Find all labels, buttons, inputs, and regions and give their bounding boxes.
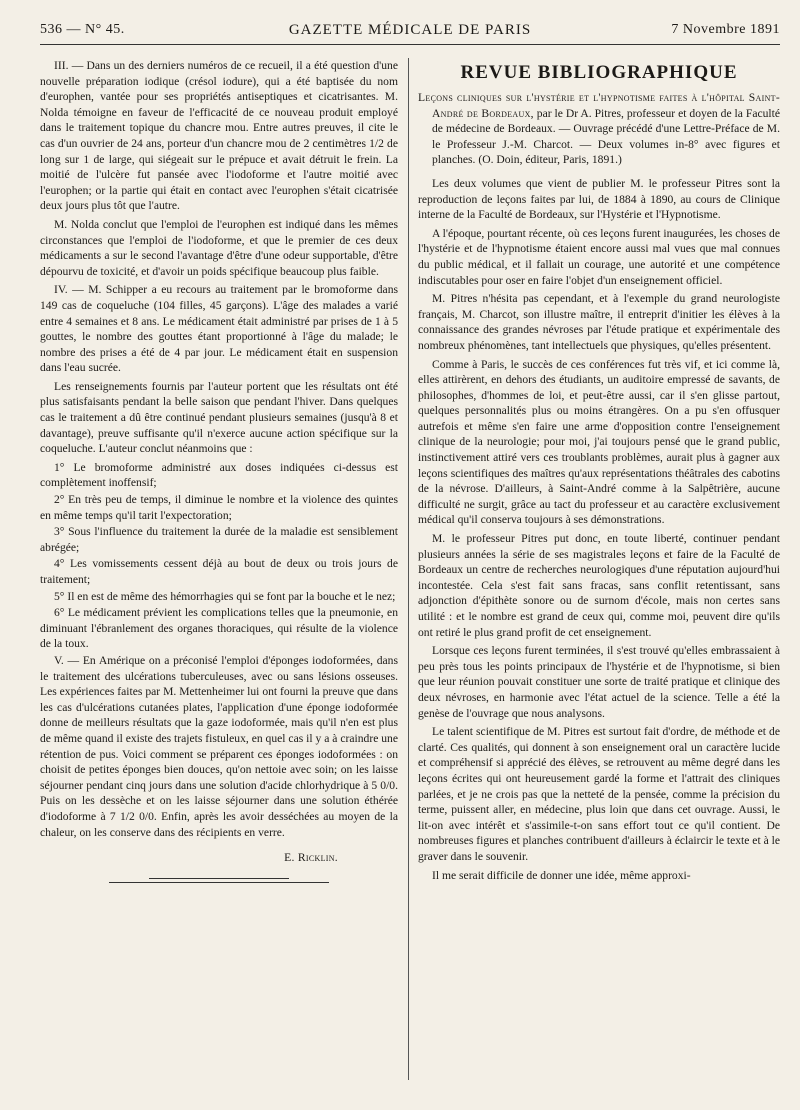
author-signature: E. Ricklin. — [284, 851, 338, 865]
paragraph-iv-1: IV. — M. Schipper a eu recours au traitement par le bromoforme dans 149 cas de coqueluche (104 filles, 45 garçons). L'âge des malades a varié entre 4 semaines et 8 ans. Le médicament était administré par prises de 1 à 5 gouttes, le nombre des gouttes étant proportionné à l'âge du malade; le nombre des prises a été de 4 par jour. Le médicament était en suspension dans l'eau sucrée. — [40, 283, 398, 375]
left-column — [40, 58, 398, 1080]
closing-rule-long — [109, 882, 329, 883]
paragraph-iii-2: M. Nolda conclut que l'emploi de l'europhen est indiqué dans les mêmes circonstances que l'emploi de l'iodoforme, et que le premier de ces deux médicaments a sur le second l'avantage d'être d'une odeur supportable, d'être dépourvu de toxicité, et d'avoir un poids spécifique beaucoup plus faible. — [40, 217, 398, 278]
list-item: 4° Les vomissements cessent déjà au bout de deux ou trois jours de traitement; — [40, 557, 398, 586]
journal-title: GAZETTE MÉDICALE DE PARIS — [288, 22, 532, 38]
paragraph-v: V. — En Amérique on a préconisé l'emploi d'éponges iodoformées, dans le traitement des ulcérations tuberculeuses, avec ou sans lésions osseuses. Les expériences faites par M. Mettenheimer lui ont fourni la preuve que dans les cas d'ulcérations cutanées plates, l'application d'une éponge iodoformée donne de meilleurs résultats que la gaze iodoformée, mais qu'il n'en est plus de même quand il existe des trajets fistuleux, en quel cas il y a à craindre une rétention de pus. Voici comment se préparent ces éponges iodoformées : on choisit de petites éponges bien douces, qu'on nettoie avec soin; on les laisse séjourner pendant cinq jours dans une solution d'acide chlorhydrique à 5 0/0. Puis on les dessèche et on les laisse séjourner dans une solution éthérée d'iodoforme à 7 1/2 0/0. Enfin, après les avoir desséchées au moyen de la chaleur, on les conserve dans des récipients en verre. — [40, 653, 398, 839]
section-title: REVUE BIBLIOGRAPHIQUE — [460, 62, 738, 83]
review-paragraph: Comme à Paris, le succès de ces conférences fut très vif, et ici comme là, elles attirèrent, en dehors des étudiants, un auditoire empressé de savants, de philosophes, d'hommes de loi, et peut-être aussi, car il s'en glisse partout, quelques personnalités plus ou moins étrangères. On a pu s'en offusquer autrefois et même s'en faire une arme d'opposition contre l'enseignement clinique de la neurologie; pour moi, j'ai toujours pensé que le grand public, instinctivement attiré vers ces troublants problèmes, aurait plus à gagner aux leçons scientifiques des maîtres qu'aux représentations théâtrales des cabotins de la névrose. D'ailleurs, à Saint-André comme à la Salpêtrière, aucune difficulté ne surgit, grâce au tact du professeur et au caractère exclusivement médical qu'il conserva toujours à ses démonstrations. — [418, 357, 780, 527]
paragraph-iii-1: III. — Dans un des derniers numéros de ce recueil, il a été question d'une nouvelle préparation iodique (crésol iodure), qui a été baptisée du nom d'europhen, vantée pour ses propriétés antiseptiques et cicatrisantes. M. Nolda témoigne en faveur de l'efficacité de ce nouveau produit employé dans le traitement topique du chancre mou. Entre autres preuves, il cite le cas d'un ouvrier de 24 ans, porteur d'un chancre mou de 2 centimètres 1/2 de long sur 1 de large, qui siégeait sur le prépuce et avait détruit le frein. La moitié de l'ulcère fut pansée avec l'iodoforme et l'autre moitié avec l'europhen; or la partie qui était en contact avec l'europhen s'était cicatrisée deux jours plus tôt que l'autre. — [40, 59, 398, 213]
review-paragraph: Le talent scientifique de M. Pitres est surtout fait d'ordre, de méthode et de clarté. Ces qualités, qui donnent à son enseignement oral un caractère lucide et compréhensif si apprécié des élèves, se retrouvent au même degré dans les leçons écrites qui ont heureusement gardé la forme et l'attrait des cliniques parlées, et je ne crois pas que la netteté de la pensée, comme la précision du terme, puissent aller, en médecine, plus loin que dans cet ouvrage. Aussi, le lit-on avec intérêt et s'assimile-t-on sans effort tout ce qu'il contient. De nombreuses figures et planches contribuent d'ailleurs à éclaircir le texte et à le graver dans le souvenir. — [418, 725, 780, 863]
entry-title: Leçons cliniques sur l'hystérie et l'hypnotisme faites à l'hôpital Saint-André de Bordeaux, — [418, 91, 780, 120]
list-item: 2° En très peu de temps, il diminue le nombre et la violence des quintes en même temps qu'il tarit l'expectoration; — [40, 493, 398, 522]
closing-rule — [149, 878, 289, 879]
review-paragraph: Il me serait difficile de donner une idée, même approxi- — [432, 868, 691, 882]
issue-date: 7 Novembre 1891 — [671, 22, 780, 37]
conclusion-list — [40, 460, 398, 652]
header-rule — [40, 44, 780, 45]
list-item: 3° Sous l'influence du traitement la durée de la maladie est sensiblement abrégée; — [40, 525, 398, 554]
review-paragraph: M. Pitres n'hésita pas cependant, et à l'exemple du grand neurologiste français, M. Charcot, son illustre maître, il entreprit d'initier les élèves à la connaissance des grandes névroses par l'étude pratique et expérimentale des nombreux phénomènes, tant intellectuels que physiques, qu'elles présentent. — [418, 292, 780, 352]
column-separator — [408, 58, 409, 1080]
list-item: 5° Il en est de même des hémorrhagies qui se font par la bouche et le nez; — [54, 589, 396, 603]
entry-details: par le Dr A. Pitres, professeur et doyen de la Faculté de médecine de Bordeaux. — Ouvrage précédé d'une Lettre-Préface de M. le Professeur J.-M. Charcot. — Deux volumes in-8° avec figures et planches. (O. Doin, éditeur, Paris, 1891.) — [432, 106, 780, 167]
list-item: 6° Le médicament prévient les complications telles que la pneumonie, en diminuant l'ébranlement des organes thoraciques, qui résulte de la violence de la toux. — [40, 606, 398, 651]
page-number: 536 — N° 45. — [40, 22, 125, 37]
review-paragraph: A l'époque, pourtant récente, où ces leçons furent inaugurées, les choses de l'hystérie et de l'hypnotisme étaient encore aussi mal vues que mal connues du public médical, et il fallait un courage, une autorité et une compétence indiscutables pour oser en faire l'objet d'un enseignement officiel. — [418, 226, 780, 287]
page-header — [40, 22, 780, 44]
review-paragraph: Les deux volumes que vient de publier M. le professeur Pitres sont la reproduction de leçons faites par lui, de 1884 à 1890, au cours de Clinique interne de la Faculté de Bordeaux, sur l'Hystérie et l'Hypnotisme. — [418, 176, 780, 222]
review-paragraph: M. le professeur Pitres put donc, en toute liberté, continuer pendant plusieurs années la série de ses magistrales leçons et faire de la Faculté de Bordeaux un centre de recherches neurologiques d'une réputation aujourd'hui incontestée. Cela s'est fait sans fracas, sans conflit retentissant, sans adjonction d'épithète sonore ou de surnom d'école, mais non certes sans utilité : et le nombre est grand de ceux qui, comme moi, peuvent dire qu'ils ont retiré le plus grand profit de cet enseignement. — [418, 532, 780, 639]
list-item: 1° Le bromoforme administré aux doses indiquées ci-dessus est complètement inoffensif; — [40, 460, 398, 490]
columns — [40, 58, 780, 1080]
review-paragraph: Lorsque ces leçons furent terminées, il s'est trouvé qu'elles embrassaient à peu près tous les points principaux de l'hystérie et de l'hypnotisme, si bien que leur réunion pouvait constituer une sorte de traité pratique et clinique des deux névroses, en harmonie avec l'état actuel de la science. Telle a été la genèse de l'ouvrage que nous analysons. — [418, 644, 780, 720]
paragraph-iv-2: Les renseignements fournis par l'auteur portent que les résultats ont été plus satisfaisants pendant la belle saison que pendant l'hiver. Dans quelques cas le traitement a dû être continué pendant plusieurs semaines (jusqu'à 8 et davantage), preuve suffisante qu'il n'exerce aucune action spécifique sur la coqueluche. L'auteur conclut néanmoins que : — [40, 379, 398, 456]
bibliographic-entry — [418, 90, 780, 168]
right-column — [418, 58, 780, 1080]
